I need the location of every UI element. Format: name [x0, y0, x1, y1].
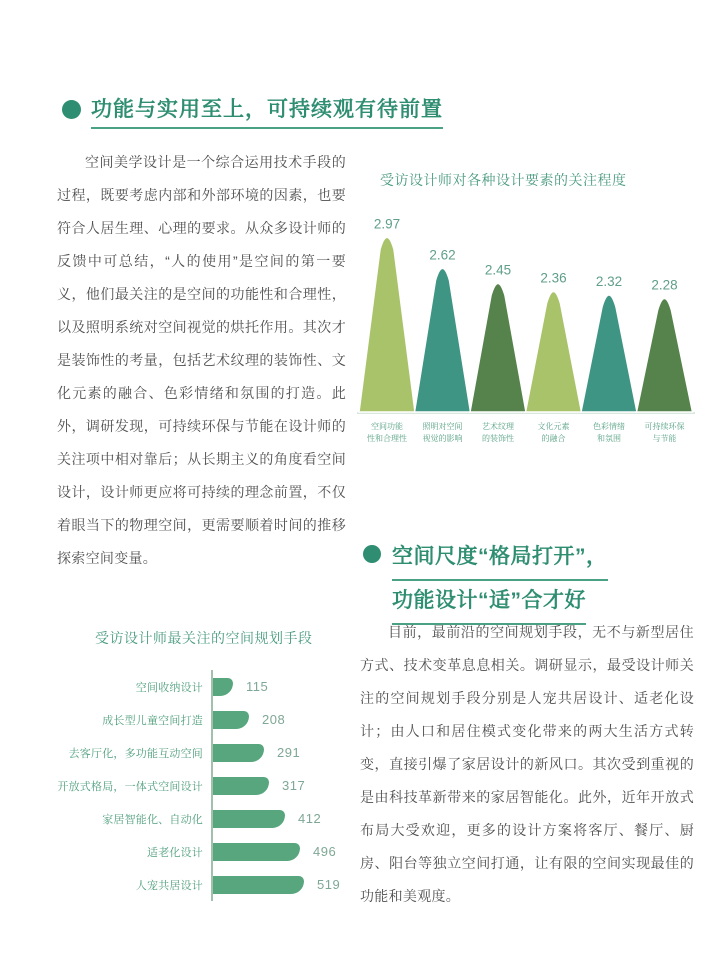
hbar-chart-title: 受访设计师最关注的空间规划手段 [95, 630, 313, 646]
hbar-value-label: 115 [246, 679, 269, 694]
section2-paragraph: 目前，最前沿的空间规划手段，无不与新型居住方式、技术变革息息相关。调研显示，最受设计师关注的空间规划手段分别是人宠共居设计、适老化设计；由人口和居住模式变化带来的两大生活方式转变，直接引爆了家居设计的新风口。其次受到重视的是由科技革新带来的家居智能化。此外，近年开放式布局大受欢迎，更多的设计方案将客厅、餐厅、厨房、阳台等独立空间打通，让有限的空间实现最佳的功能和美观度。 [360, 624, 694, 904]
peak-bar [526, 291, 582, 412]
hbar-value-label: 496 [313, 844, 337, 859]
peak-bar [637, 299, 693, 412]
peak-value-label: 2.97 [373, 216, 401, 232]
hbar-axis-track [211, 835, 357, 868]
bullet-dot-icon [62, 100, 81, 119]
hbar-value-label: 291 [277, 745, 301, 760]
hbar-row [57, 769, 357, 802]
peak-value-label: 2.36 [540, 270, 567, 286]
peak-bar [581, 295, 637, 412]
peak-value-label: 2.32 [595, 274, 623, 289]
design-factors-chart [357, 170, 695, 450]
peak-axis-label: 色彩情绪和氛围 [593, 422, 625, 443]
hbar-axis-track [211, 670, 357, 703]
peak-axis-label: 可持续环保与节能 [644, 422, 685, 443]
hbar-row [57, 703, 357, 736]
hbar-bar [213, 678, 233, 696]
hbar-row [57, 835, 357, 868]
hbar-axis-track [211, 769, 357, 802]
hbar-bar [213, 876, 304, 894]
hbar-axis-track [211, 703, 357, 736]
hbar-value-label: 519 [317, 877, 341, 892]
hbar-category-label: 开放式格局，一体式空间设计 [57, 780, 203, 793]
bullet-dot-icon [363, 545, 381, 563]
hbar-value-label: 412 [298, 811, 322, 826]
peak-axis-label: 艺术纹理的装饰性 [482, 422, 514, 443]
peak-bar [359, 237, 415, 412]
section1-header [62, 99, 443, 129]
hbar-axis-track [211, 736, 357, 769]
hbar-row [57, 802, 357, 835]
hbar-row [57, 736, 357, 769]
hbar-category-label: 成长型儿童空间打造 [102, 714, 203, 727]
section1-paragraph: 空间美学设计是一个综合运用技术手段的过程，既要考虑内部和外部环境的因素，也要符合人居生理、心理的要求。从众多设计师的反馈中可总结，“人的使用”是空间的第一要义，他们最关注的是空间的功能性和合理性，以及照明系统对空间视觉的烘托作用。其次才是装饰性的考量，包括艺术纹理的装饰性、文化元素的融合、色彩情绪和氛围的打造。此外，调研发现，可持续环保与节能在设计师的关注项中相对靠后；从长期主义的角度看空间设计，设计师更应将可持续的理念前置，不仅着眼当下的物理空间，更需要顺着时间的推移探索空间变量。 [57, 154, 346, 566]
hbar-category-label: 适老化设计 [147, 846, 203, 859]
hbar-category-label: 家居智能化、自动化 [102, 813, 203, 826]
peak-chart-canvas [357, 202, 695, 450]
hbar-axis-track [211, 802, 357, 835]
section2-header [363, 537, 608, 625]
peak-bar [470, 283, 526, 412]
peak-value-label: 2.62 [429, 247, 456, 263]
peak-bar [415, 268, 471, 412]
peak-value-label: 2.28 [651, 277, 678, 293]
hbar-category-label: 空间收纳设计 [135, 681, 203, 694]
section2-title: 空间尺度“格局打开”， 功能设计“适”合才好 [392, 537, 608, 625]
peak-axis-label: 文化元素的融合 [537, 422, 570, 443]
hbar-value-label: 317 [282, 778, 306, 793]
planning-methods-chart [57, 628, 357, 901]
hbar-bar [213, 711, 249, 729]
hbar-row [57, 868, 357, 901]
peak-chart-title: 受访设计师对各种设计要素的关注程度 [380, 172, 627, 188]
hbar-category-label: 人宠共居设计 [135, 879, 203, 892]
hbar-row [57, 670, 357, 703]
hbar-bar [213, 810, 285, 828]
hbar-category-label: 去客厅化，多功能互动空间 [68, 747, 203, 760]
peak-value-label: 2.45 [484, 262, 512, 278]
hbar-value-label: 208 [262, 712, 286, 727]
hbar-bar [213, 777, 269, 795]
peak-axis-label: 空间功能性和合理性 [367, 422, 407, 443]
section1-title: 功能与实用至上，可持续观有待前置 [91, 99, 443, 129]
hbar-axis-track [211, 868, 357, 901]
hbar-bar [213, 843, 300, 861]
hbar-chart-canvas [57, 670, 357, 901]
hbar-bar [213, 744, 264, 762]
peak-axis-label: 照明对空间视觉的影响 [422, 422, 463, 443]
